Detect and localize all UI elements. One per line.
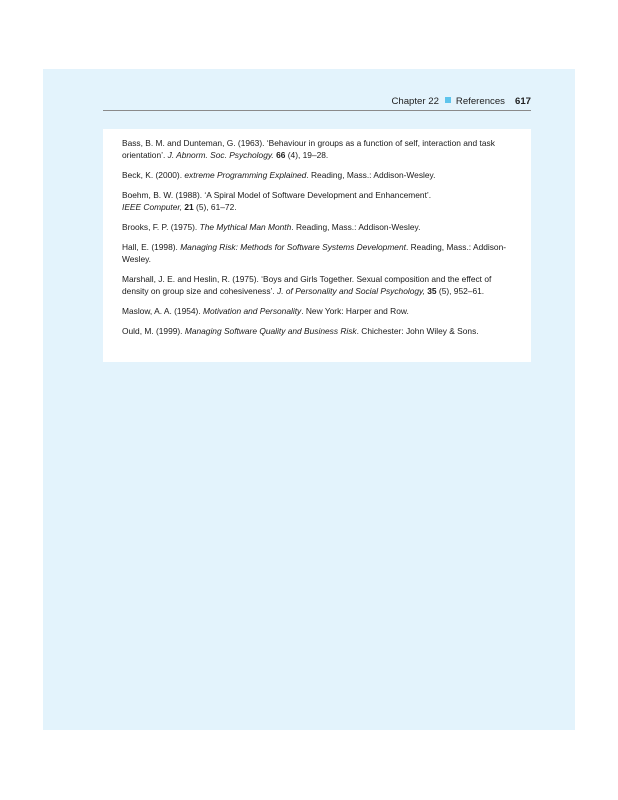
reference-entry: Ould, M. (1999). Managing Software Quality and Business Risk. Chichester: John Wiley & Sons.	[122, 326, 479, 336]
reference-entry: Maslow, A. A. (1954). Motivation and Personality. New York: Harper and Row.	[122, 306, 409, 316]
reference-entry: Beck, K. (2000). extreme Programming Explained. Reading, Mass.: Addison-Wesley.	[122, 170, 436, 180]
chapter-label: Chapter 22	[391, 96, 439, 107]
page-number: 617	[514, 96, 531, 107]
reference-list	[103, 129, 531, 362]
reference-entry: Marshall, J. E. and Heslin, R. (1975). ‘Boys and Girls Together. Sexual composition and the effect of density on group size and cohesiveness’. J. of Personality and Social Psychology, 35 (5), 952–61.	[122, 274, 492, 296]
square-bullet-icon	[445, 97, 451, 103]
header-rule	[103, 110, 531, 111]
section-label: References	[455, 96, 505, 107]
running-head	[103, 96, 531, 110]
reference-entry: Bass, B. M. and Dunteman, G. (1963). ‘Behaviour in groups as a function of self, interaction and task orientation’. J. Abnorm. Soc. Psychology. 66 (4), 19–28.	[122, 138, 495, 160]
reference-entry: Brooks, F. P. (1975). The Mythical Man Month. Reading, Mass.: Addison-Wesley.	[122, 222, 421, 232]
reference-entry: Hall, E. (1998). Managing Risk: Methods for Software Systems Development. Reading, Mass.: Addison-Wesley.	[122, 242, 507, 264]
reference-entry: Boehm, B. W. (1988). ‘A Spiral Model of Software Development and Enhancement’. IEEE Computer, 21 (5), 61–72.	[122, 190, 432, 212]
